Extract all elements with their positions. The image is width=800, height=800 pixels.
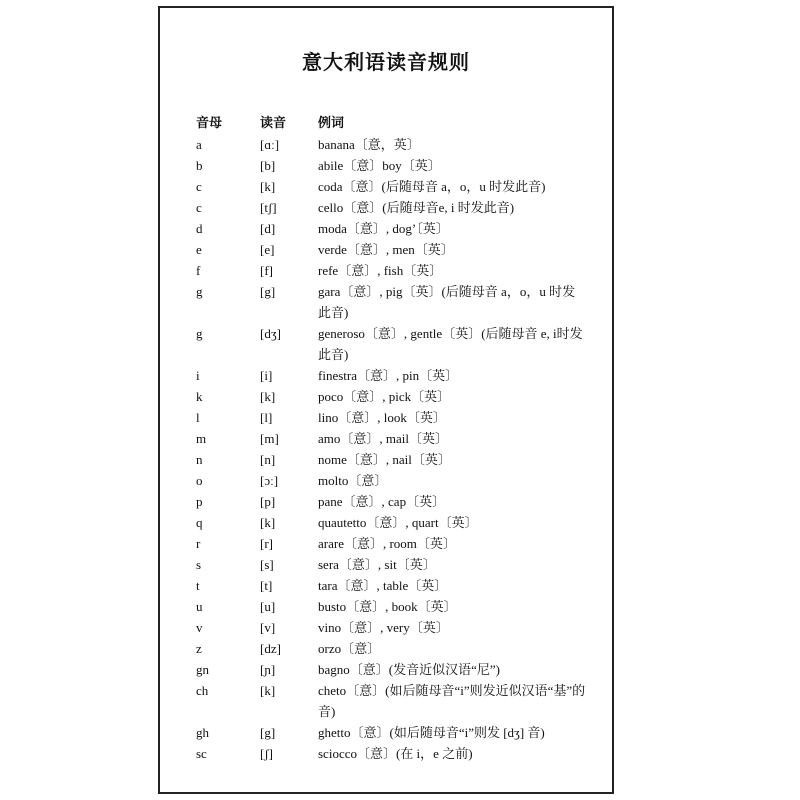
ipa: [n]	[260, 452, 276, 467]
example: moda〔意〕, dog’〔英〕	[318, 221, 449, 236]
table-row	[160, 197, 612, 218]
table-row	[160, 449, 612, 470]
example: lino〔意〕, look〔英〕	[318, 410, 446, 425]
example: orzo〔意〕	[318, 641, 381, 656]
letter: l	[196, 410, 200, 425]
table-row	[160, 323, 612, 365]
letter: k	[196, 389, 203, 404]
table-row	[160, 596, 612, 617]
table-row	[160, 155, 612, 176]
table-row	[160, 680, 612, 722]
table-row	[160, 260, 612, 281]
letter: c	[196, 179, 202, 194]
example: quautetto〔意〕, quart〔英〕	[318, 515, 478, 530]
example: finestra〔意〕, pin〔英〕	[318, 368, 459, 383]
ipa: [f]	[260, 263, 273, 278]
letter: g	[196, 284, 203, 299]
example: vino〔意〕, very〔英〕	[318, 620, 449, 635]
ipa: [ɔː]	[260, 473, 279, 488]
ipa: [s]	[260, 557, 274, 572]
example: generoso〔意〕, gentle〔英〕(后随母音 e, i时发此音)	[318, 326, 583, 362]
ipa: [v]	[260, 620, 276, 635]
ipa: [i]	[260, 368, 273, 383]
table-row	[160, 533, 612, 554]
ipa: [m]	[260, 431, 279, 446]
letter: b	[196, 158, 203, 173]
ipa: [t]	[260, 578, 273, 593]
table-row	[160, 281, 612, 323]
document-page	[158, 6, 614, 794]
table-row	[160, 512, 612, 533]
ipa: [ʃ]	[260, 746, 273, 761]
ipa: [p]	[260, 494, 276, 509]
letter: t	[196, 578, 200, 593]
ipa: [d]	[260, 221, 276, 236]
table-row	[160, 575, 612, 596]
letter: ch	[196, 683, 209, 698]
header-example: 例词	[318, 116, 345, 131]
letter: r	[196, 536, 201, 551]
ipa: [k]	[260, 389, 276, 404]
letter: i	[196, 368, 200, 383]
letter: n	[196, 452, 203, 467]
example: poco〔意〕, pick〔英〕	[318, 389, 451, 404]
table-row	[160, 554, 612, 575]
example: busto〔意〕, book〔英〕	[318, 599, 457, 614]
letter: e	[196, 242, 202, 257]
table-row	[160, 239, 612, 260]
letter: p	[196, 494, 203, 509]
example: gara〔意〕, pig〔英〕(后随母音 a，o，u 时发此音)	[318, 284, 576, 320]
ipa: [ɑː]	[260, 137, 280, 152]
example: sera〔意〕, sit〔英〕	[318, 557, 436, 572]
example: nome〔意〕, nail〔英〕	[318, 452, 451, 467]
letter: v	[196, 620, 203, 635]
letter: a	[196, 137, 202, 152]
table-row	[160, 743, 612, 764]
example: coda〔意〕(后随母音 a，o，u 时发此音)	[318, 179, 546, 194]
ipa: [dz]	[260, 641, 281, 656]
ipa: [k]	[260, 683, 276, 698]
table-row	[160, 659, 612, 680]
example: refe〔意〕, fish〔英〕	[318, 263, 443, 278]
ipa: [g]	[260, 725, 276, 740]
table-row	[160, 386, 612, 407]
ipa: [dʒ]	[260, 326, 281, 341]
letter: g	[196, 326, 203, 341]
letter: d	[196, 221, 203, 236]
page-title: 意大利语读音规则	[302, 50, 470, 74]
letter: s	[196, 557, 202, 572]
pronunciation-table	[160, 134, 612, 764]
ipa: [l]	[260, 410, 273, 425]
table-row	[160, 365, 612, 386]
table-row	[160, 134, 612, 155]
letter: o	[196, 473, 203, 488]
example: cheto〔意〕(如后随母音“i”则发近似汉语“基”的音)	[318, 683, 586, 719]
example: ghetto〔意〕(如后随母音“i”则发 [dʒ] 音)	[318, 725, 545, 740]
ipa: [k]	[260, 179, 276, 194]
table-row	[160, 491, 612, 512]
example: banana〔意，英〕	[318, 137, 420, 152]
table-row	[160, 638, 612, 659]
example: arare〔意〕, room〔英〕	[318, 536, 456, 551]
table-row	[160, 428, 612, 449]
ipa: [tʃ]	[260, 200, 277, 215]
ipa: [g]	[260, 284, 276, 299]
table-row	[160, 617, 612, 638]
letter: q	[196, 515, 203, 530]
example: molto〔意〕	[318, 473, 388, 488]
example: cello〔意〕(后随母音e, i 时发此音)	[318, 200, 515, 215]
example: tara〔意〕, table〔英〕	[318, 578, 448, 593]
table-row	[160, 470, 612, 491]
header-pronunciation: 读音	[260, 116, 287, 131]
ipa: [u]	[260, 599, 276, 614]
ipa: [k]	[260, 515, 276, 530]
letter: f	[196, 263, 201, 278]
ipa: [ɲ]	[260, 662, 276, 677]
letter: sc	[196, 746, 207, 761]
example: bagno〔意〕(发音近似汉语“尼”)	[318, 662, 500, 677]
letter: z	[196, 641, 202, 656]
table-row	[160, 722, 612, 743]
table-header	[160, 112, 612, 132]
example: amo〔意〕, mail〔英〕	[318, 431, 448, 446]
example: abile〔意〕boy〔英〕	[318, 158, 441, 173]
header-vowel: 音母	[196, 116, 223, 131]
ipa: [b]	[260, 158, 276, 173]
letter: c	[196, 200, 202, 215]
letter: gn	[196, 662, 209, 677]
ipa: [r]	[260, 536, 273, 551]
example: sciocco〔意〕(在 i，e 之前)	[318, 746, 473, 761]
table-row	[160, 176, 612, 197]
ipa: [e]	[260, 242, 275, 257]
letter: m	[196, 431, 207, 446]
table-row	[160, 407, 612, 428]
table-row	[160, 218, 612, 239]
letter: u	[196, 599, 203, 614]
example: verde〔意〕, men〔英〕	[318, 242, 454, 257]
letter: gh	[196, 725, 209, 740]
example: pane〔意〕, cap〔英〕	[318, 494, 446, 509]
